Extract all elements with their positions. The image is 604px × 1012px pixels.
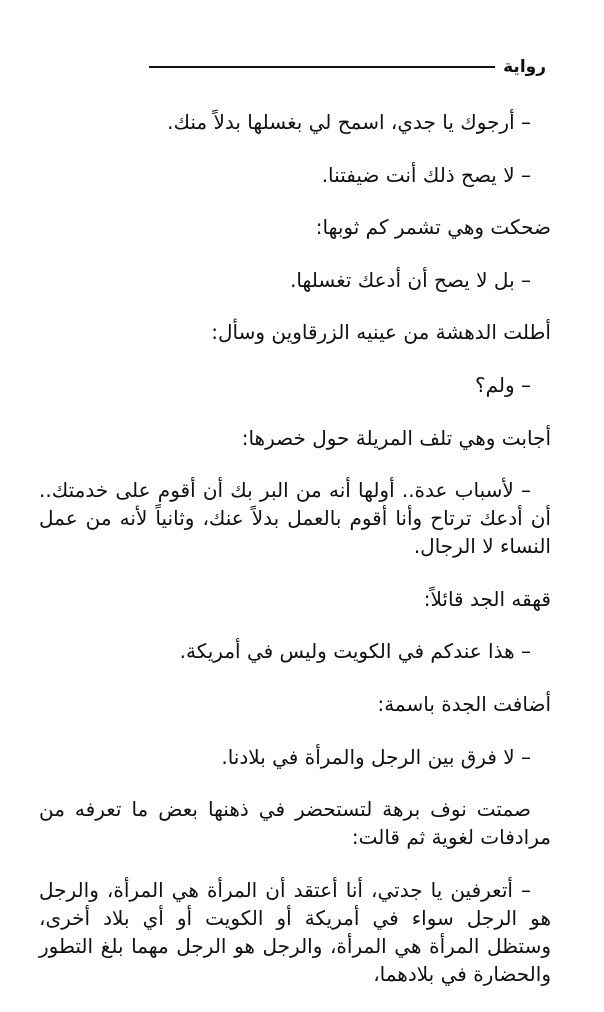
paragraph: – لا يصح ذلك أنت ضيفتنا. [321,162,531,187]
paragraph: – بل لا يصح أن أدعك تغسلها. [290,267,531,292]
header-rule [149,66,495,68]
header-title: رواية [503,57,546,77]
paragraph: قهقه الجد قائلاً: [423,586,551,611]
paragraph: أضافت الجدة باسمة: [377,691,551,716]
paragraph: – أرجوك يا جدي، اسمح لي بغسلها بدلاً منك. [167,110,531,134]
paragraph: – هذا عندكم في الكويت وليس في أمريكة. [179,639,531,664]
paragraph: ضحكت وهي تشمر كم ثوبها: [315,215,551,240]
paragraph: – لا فرق بين الرجل والمرأة في بلادنا. [221,744,531,769]
paragraph: – ولم؟ [474,372,531,397]
paragraph: أجابت وهي تلف المريلة حول خصرها: [241,425,551,450]
paragraph: – أتعرفين يا جدتي، أنا أعتقد أن المرأة هي المرأة، والرجل هو الرجل سواء في أمريكة أو الكويت أو أي بلاد أخرى، وستظل المرأة هي المرأة، والرجل هو الرجل مهما بلغ التطور والحضارة في بلادهما، [39,877,551,986]
paragraph: – لأسباب عدة.. أولها أنه من البر بك أن أقوم على خدمتك.. أن أدعك ترتاح وأنا أقوم بالعمل بدلاً عنك، وثانياً لأنه من عمل النساء لا الرجال. [39,478,551,559]
paragraph: أطلت الدهشة من عينيه الزرقاوين وسأل: [211,320,551,345]
running-header [146,52,546,82]
paragraph: صمتت نوف برهة لتستحضر في ذهنها بعض ما تعرفه من مرادفات لغوية ثم قالت: [39,797,551,850]
body-text [39,108,551,1012]
